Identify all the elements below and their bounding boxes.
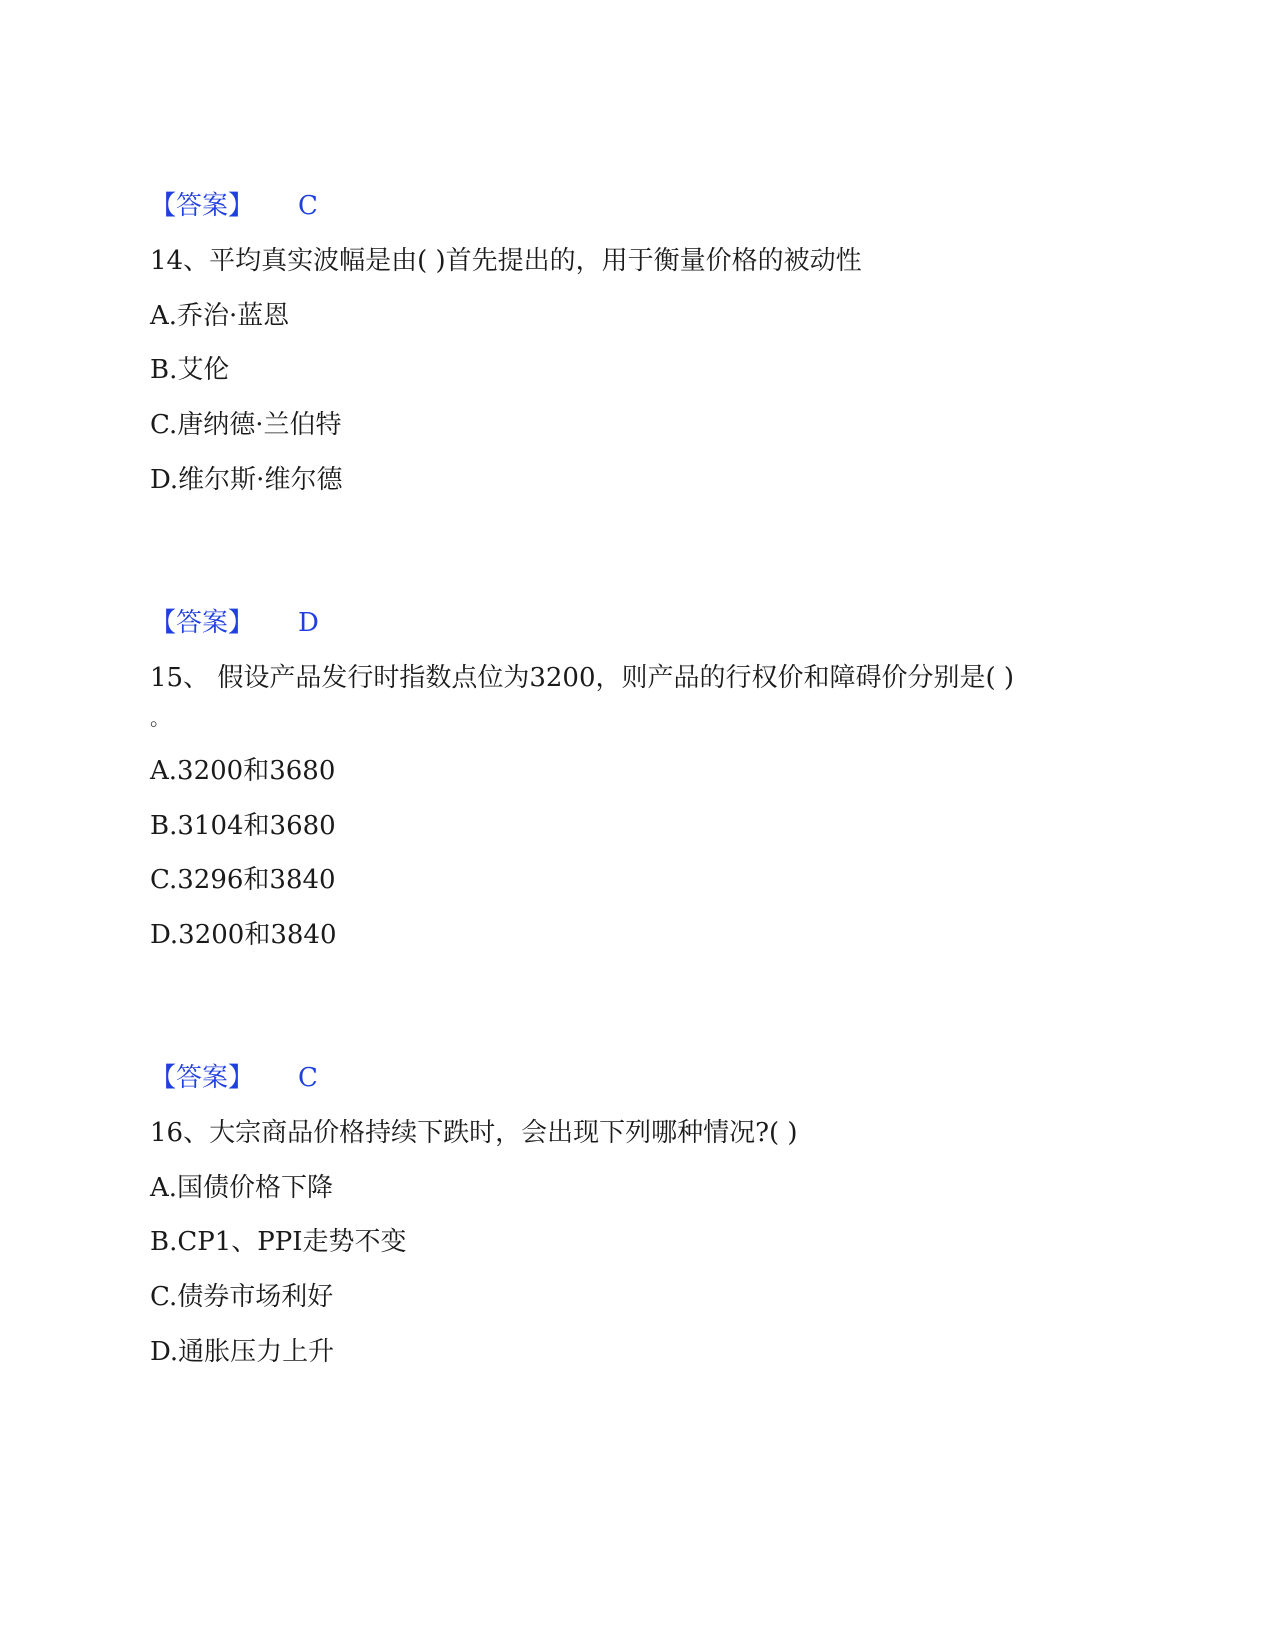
option-d: D.3200和3840 bbox=[150, 920, 337, 950]
question-continuation: 。 bbox=[150, 706, 170, 730]
answer-value: D bbox=[298, 608, 319, 638]
option-b: B.艾伦 bbox=[150, 355, 230, 385]
answer-label: 【答案】 bbox=[150, 1063, 255, 1093]
answer-label: 【答案】 bbox=[150, 608, 255, 638]
option-c: C.唐纳德·兰伯特 bbox=[150, 410, 342, 440]
option-b: B.3104和3680 bbox=[150, 811, 336, 841]
option-b: B.CP1、PPI走势不变 bbox=[150, 1227, 407, 1257]
question-text: 15、 假设产品发行时指数点位为3200，则产品的行权价和障碍价分别是( ) bbox=[150, 663, 1015, 693]
option-a: A.3200和3680 bbox=[150, 756, 336, 786]
answer-label: 【答案】 bbox=[150, 191, 255, 221]
question-text: 16、大宗商品价格持续下跌时，会出现下列哪种情况?( ) bbox=[150, 1118, 798, 1148]
option-c: C.3296和3840 bbox=[150, 865, 336, 895]
answer-value: C bbox=[298, 191, 318, 221]
answer-line bbox=[150, 1060, 318, 1096]
option-c: C.债券市场利好 bbox=[150, 1282, 334, 1312]
option-d: D.通胀压力上升 bbox=[150, 1337, 335, 1367]
answer-line bbox=[150, 188, 318, 224]
answer-value: C bbox=[298, 1063, 318, 1093]
option-d: D.维尔斯·维尔德 bbox=[150, 465, 343, 495]
answer-line bbox=[150, 605, 319, 641]
question-text: 14、平均真实波幅是由( )首先提出的，用于衡量价格的被动性 bbox=[150, 246, 862, 276]
option-a: A.国债价格下降 bbox=[150, 1173, 334, 1203]
option-a: A.乔治·蓝恩 bbox=[150, 301, 290, 331]
